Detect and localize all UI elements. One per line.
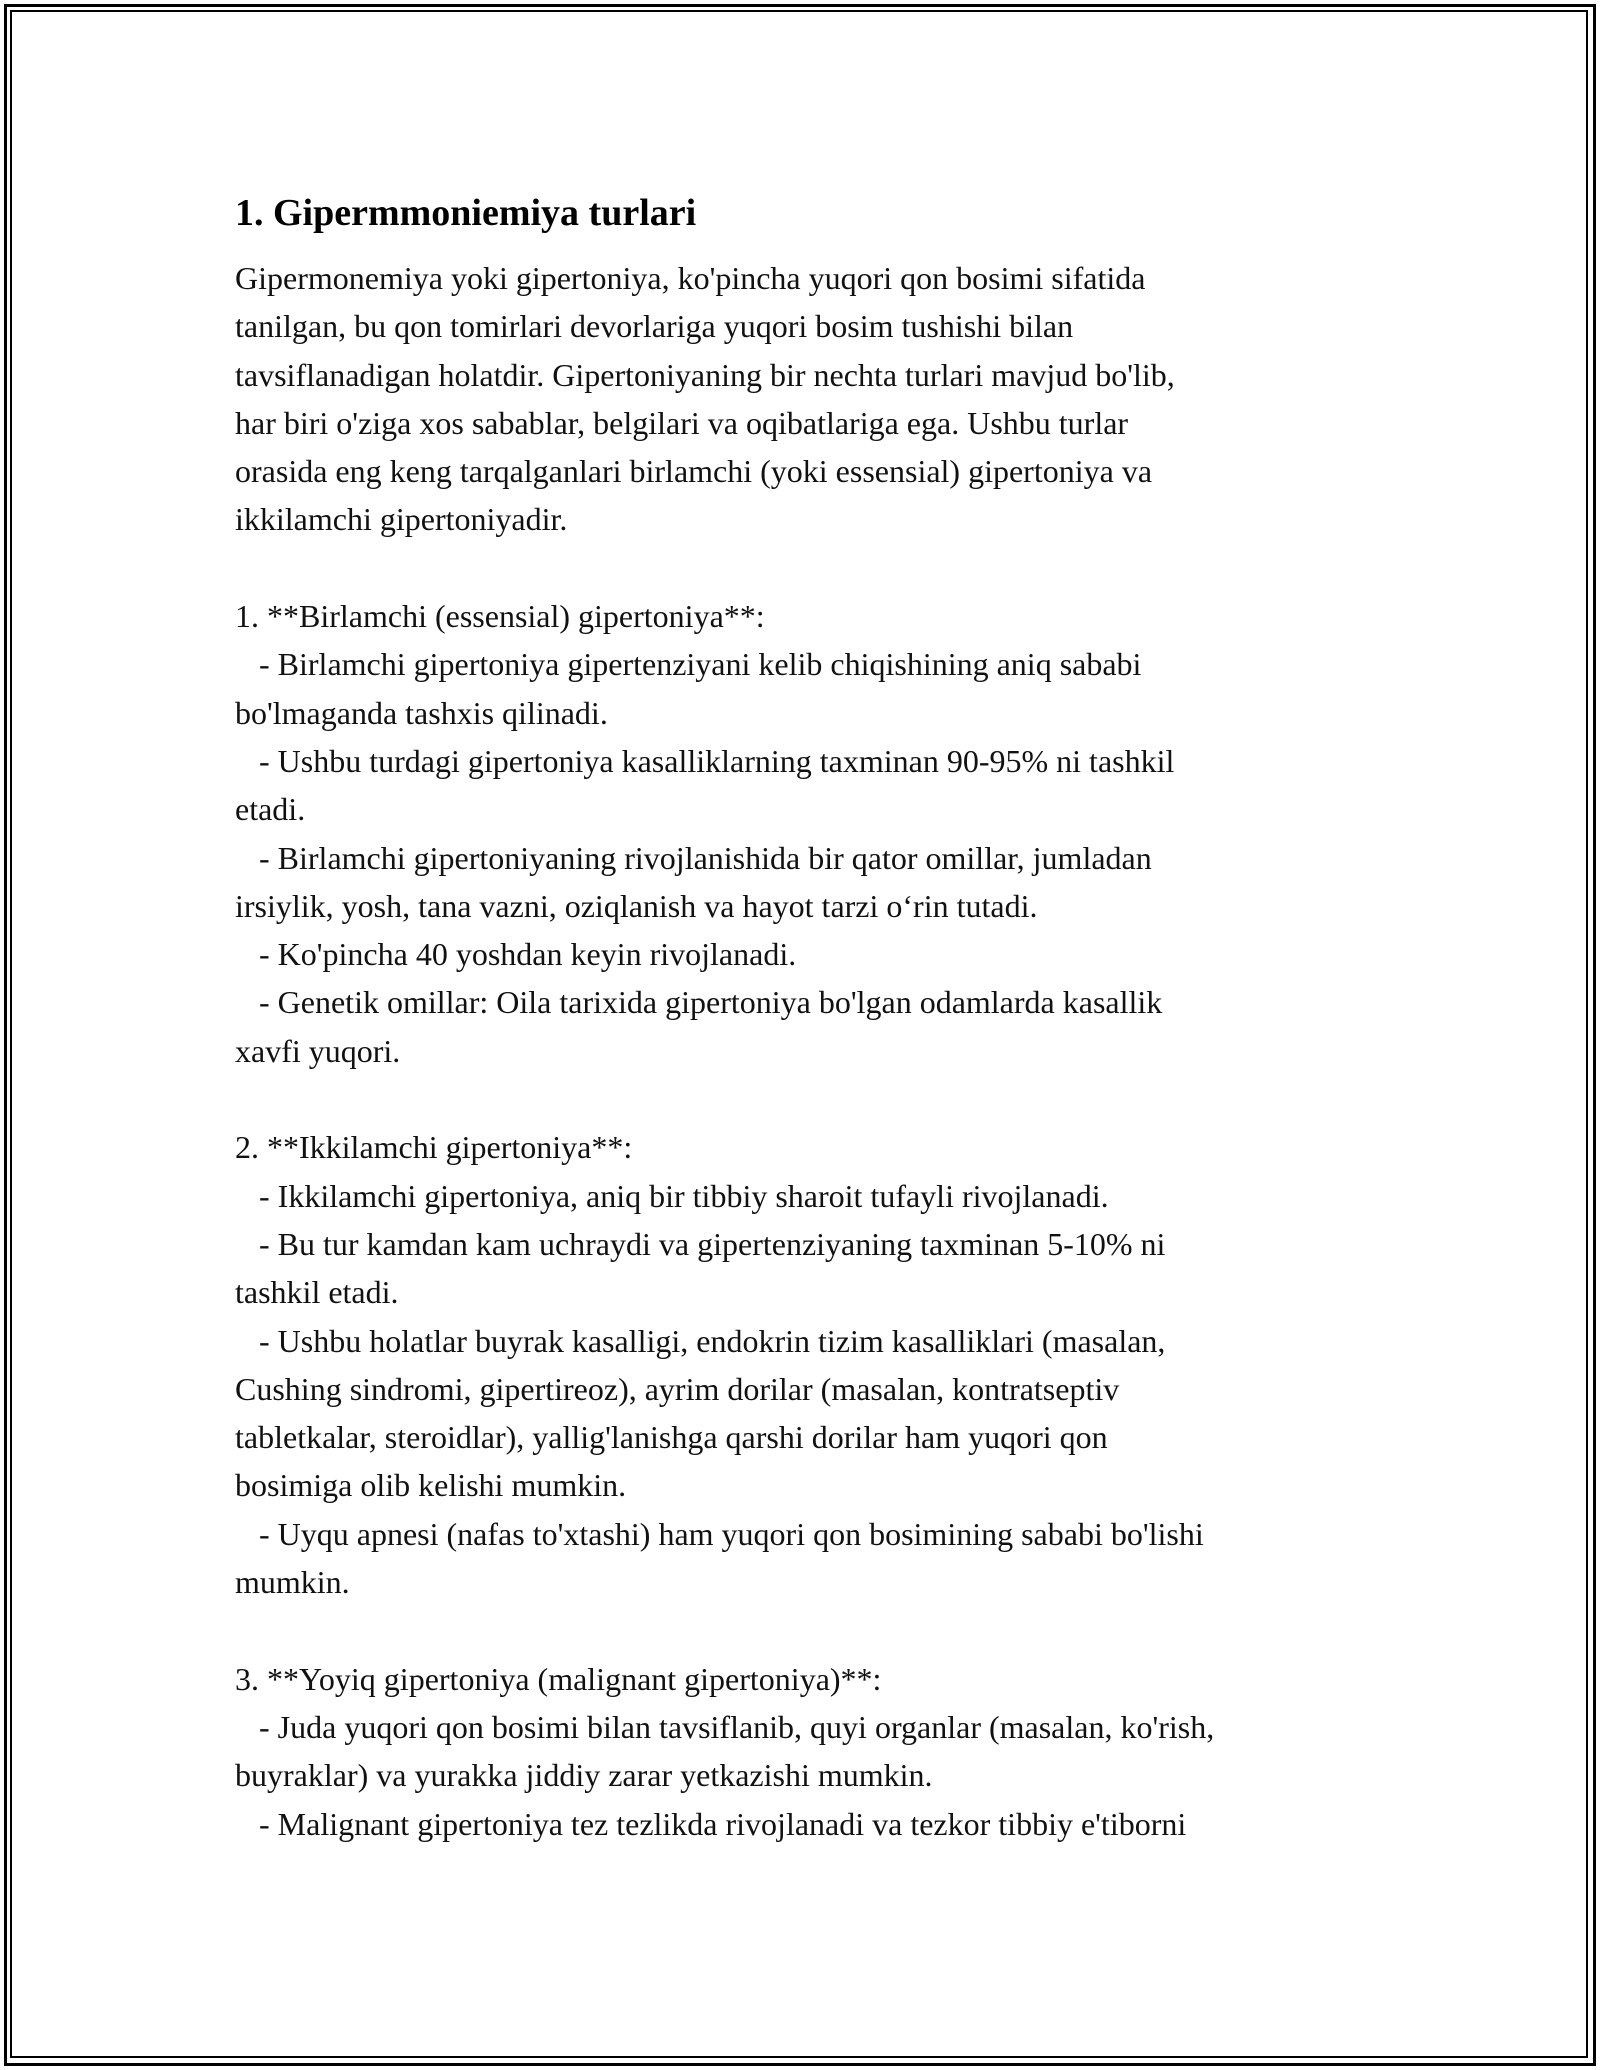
section-heading: 1. Gipermmoniemiya turlari — [235, 192, 697, 234]
section-body-text: Gipermonemiya yoki gipertoniya, ko'pincha yuqori qon bosimi sifatida tanilgan, bu qon tomirlari devorlariga yuqori bosim tushishi bilan tavsiflanadigan holatdir. Gipertoniyaning bir nechta turlari mavjud bo'lib, har biri o'ziga xos sabablar, belgilari va oqibatlariga ega. Ushbu turlar orasida eng keng tarqalganlari birlamchi (yoki essensial) gipertoniya va ikkilamchi gipertoniyadir. 1. **Birlamchi (essensial) gipertoniya**: - Birlamchi gipertoniya gipertenziyani kelib chiqishining aniq sababi bo'lmaganda tashxis qilinadi. - Ushbu turdagi gipertoniya kasalliklarning taxminan 90-95% ni tashkil etadi. - Birlamchi gipertoniyaning rivojlanishida bir qator omillar, jumladan irsiylik, yosh, tana vazni, oziqlanish va hayot tarzi o‘rin tutadi. - Ko'pincha 40 yoshdan keyin rivojlanadi. - Genetik omillar: Oila tarixida gipertoniya bo'lgan odamlarda kasallik xavfi yuqori. 2. **Ikkilamchi gipertoniya**: - Ikkilamchi gipertoniya, aniq bir tibbiy sharoit tufayli rivojlanadi. - Bu tur kamdan kam uchraydi va gipertenziyaning taxminan 5-10% ni tashkil etadi. - Ushbu holatlar buyrak kasalligi, endokrin tizim kasalliklari (masalan, Cushing sindromi, gipertireoz), ayrim dorilar (masalan, kontratseptiv tabletkalar, steroidlar), yallig'lanishga qarshi dorilar ham yuqori qon bosimiga olib kelishi mumkin. - Uyqu apnesi (nafas to'xtashi) ham yuqori qon bosimining sababi bo'lishi mumkin. 3. **Yoyiq gipertoniya (malignant gipertoniya)**: - Juda yuqori qon bosimi bilan tavsiflanib, quyi organlar (masalan, ko'rish, buyraklar) va yurakka jiddiy zarar yetkazishi mumkin. - Malignant gipertoniya tez tezlikda rivojlanadi va tezkor tibbiy e'tiborni — [235, 260, 1215, 1842]
document-content — [235, 186, 1385, 1848]
